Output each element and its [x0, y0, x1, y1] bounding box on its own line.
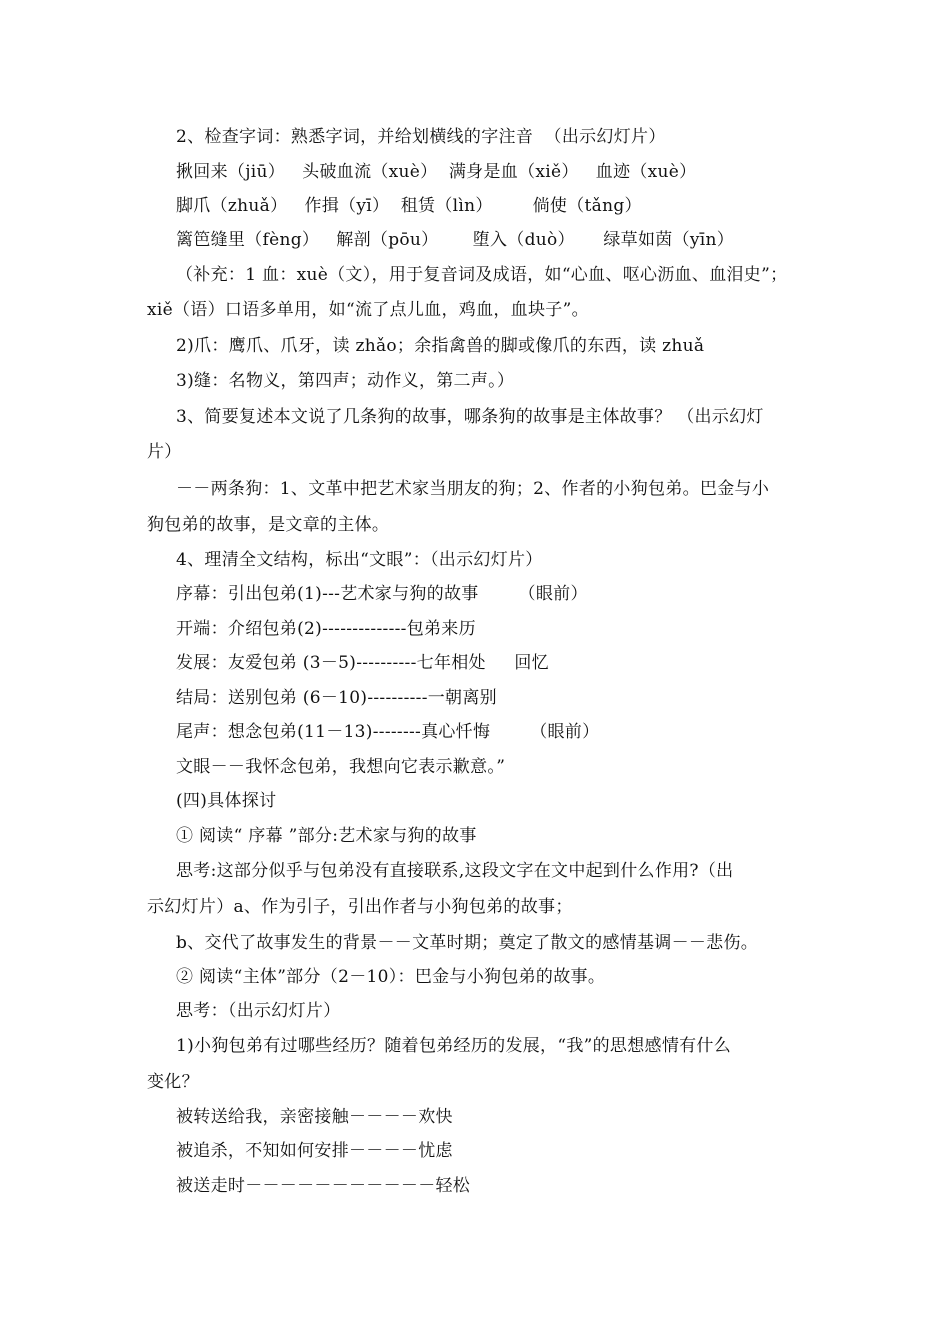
vocab-row-1: 揪回来（jiū） 头破血流（xuè） 满身是血（xiě） 血迹（xuè）	[176, 162, 697, 182]
supplement-line-2: xiě（语）口语多单用，如“流了点儿血，鸡血，血块子”。	[147, 300, 589, 320]
item-3-answer-cont: 狗包弟的故事，是文章的主体。	[147, 515, 390, 535]
item-4-structure: 4、理清全文结构，标出“文眼”：（出示幻灯片）	[176, 550, 543, 570]
thinking-label: 思考：（出示幻灯片）	[176, 1001, 341, 1021]
stage-relaxed: 被送走时－－－－－－－－－－－轻松	[176, 1176, 471, 1196]
answer-b: b、交代了故事发生的背景－－文革时期；奠定了散文的感情基调－－悲伤。	[176, 933, 759, 953]
section-heading-4: (四)具体探讨	[176, 791, 277, 811]
text-eye: 文眼－－我怀念包弟，我想向它表示歉意。”	[176, 757, 506, 777]
item-3-question: 3、简要复述本文说了几条狗的故事，哪条狗的故事是主体故事？ （出示幻灯	[176, 407, 764, 427]
structure-development: 发展：友爱包弟 (3－5)----------七年相处 回忆	[176, 653, 549, 673]
stage-happy: 被转送给我，亲密接触－－－－欢快	[176, 1107, 453, 1127]
stage-worried: 被追杀，不知如何安排－－－－忧虑	[176, 1141, 453, 1161]
structure-epilogue: 尾声：想念包弟(11－13)--------真心忏悔 （眼前）	[176, 722, 600, 742]
vocab-row-3: 篱笆缝里（fèng） 解剖（pōu） 堕入（duò） 绿草如茵（yīn）	[176, 230, 735, 250]
thinking-prologue: 思考:这部分似乎与包弟没有直接联系,这段文字在文中起到什么作用?（出	[176, 861, 734, 881]
structure-ending: 结局：送别包弟 (6－10)----------一朝离别	[176, 688, 497, 708]
supplement-line-3: 2)爪：鹰爪、爪牙，读 zhǎo；余指禽兽的脚或像爪的东西，读 zhuǎ	[176, 336, 705, 356]
reading-main-body: ② 阅读“主体”部分（2－10）：巴金与小狗包弟的故事。	[176, 967, 606, 987]
item-2-check-words: 2、检查字词：熟悉字词，并给划横线的字注音 （出示幻灯片）	[176, 127, 666, 147]
vocab-row-2: 脚爪（zhuǎ） 作揖（yī） 租赁（lìn） 倘使（tǎng）	[176, 196, 642, 216]
thinking-prologue-cont: 示幻灯片）a、作为引子，引出作者与小狗包弟的故事；	[147, 897, 573, 917]
question-1: 1)小狗包弟有过哪些经历？随着包弟经历的发展，“我”的思想感情有什么	[176, 1036, 732, 1056]
item-3-answer: －－两条狗：1、文革中把艺术家当朋友的狗；2、作者的小狗包弟。巴金与小	[176, 479, 770, 499]
structure-prologue: 序幕：引出包弟(1)---艺术家与狗的故事 （眼前）	[176, 584, 588, 604]
item-3-question-cont: 片）	[147, 442, 182, 462]
reading-prologue: ① 阅读“ 序幕 ”部分:艺术家与狗的故事	[176, 826, 477, 846]
supplement-line-1: （补充：1 血：xuè（文），用于复音词及成语，如“心血、呕心沥血、血泪史”；	[176, 265, 788, 285]
structure-beginning: 开端：介绍包弟(2)--------------包弟来历	[176, 619, 476, 639]
supplement-line-4: 3)缝：名物义，第四声；动作义，第二声。）	[176, 371, 515, 391]
question-1-cont: 变化？	[147, 1072, 199, 1092]
